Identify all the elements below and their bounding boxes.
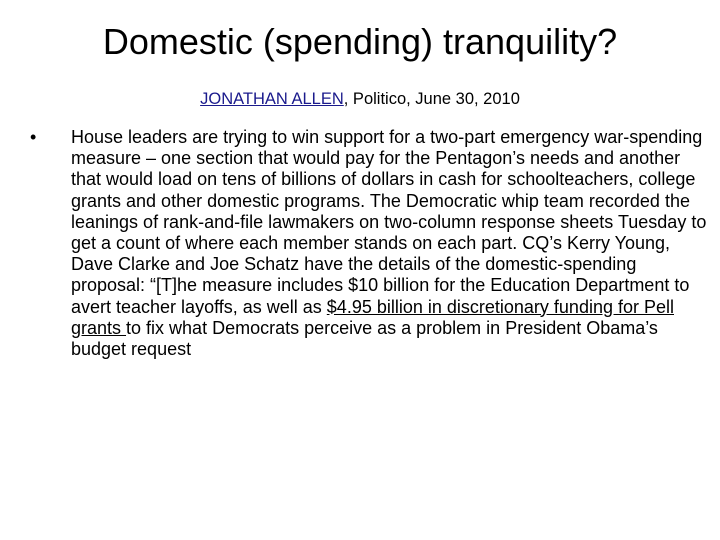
bullet-text-end: to fix what Democrats perceive as a problem in President Obama’s budget request [71, 317, 658, 360]
bullet-text-main: House leaders are trying to win support for a two-part emergency war-spending measure – one section that would pay for the Pentagon’s needs and another that would load on tens of billions of dollars in cash for schoolteachers, college grants and other domestic programs. The Democratic whip team recorded the leanings of rank-and-file lawmakers on two-column response sheets Tuesday to get a count of where each member stands on each part. CQ’s Kerry Young, Dave Clarke and Joe Schatz have the details of the domestic-spending proposal: “[T]he measure includes $10 billion for the Education Department to avert teacher layoffs, as well as [71, 127, 707, 317]
byline [0, 88, 720, 110]
bullet-text [71, 127, 711, 360]
slide-title: Domestic (spending) tranquility? [102, 21, 618, 62]
author-link[interactable]: JONATHAN ALLEN [200, 90, 344, 108]
underlined-pell-grants-phrase: $4.95 billion in discretionary funding for Pell grants [71, 296, 674, 338]
bullet-marker: • [30, 127, 37, 147]
byline-source-date: , Politico, June 30, 2010 [343, 90, 520, 108]
